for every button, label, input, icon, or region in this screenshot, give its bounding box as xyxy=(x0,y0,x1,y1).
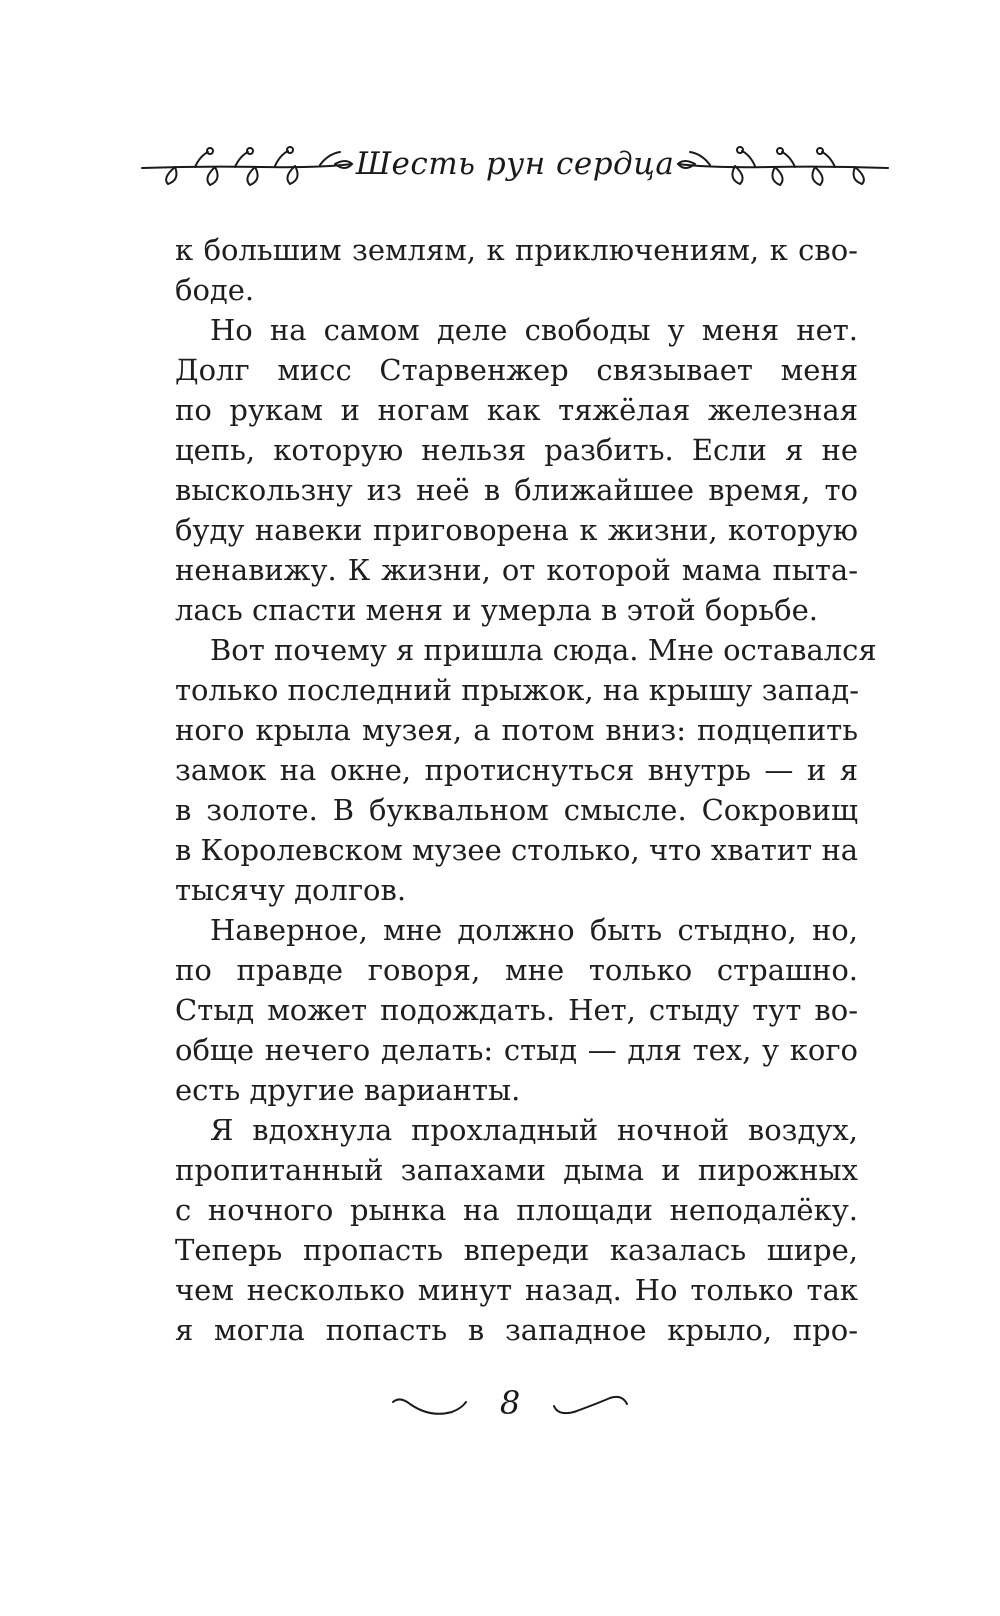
text-line: цепь, которую нельзя разбить. Если я не xyxy=(175,433,858,467)
text-line: только последний прыжок, на крышу запад- xyxy=(175,673,860,707)
paragraph xyxy=(175,630,877,910)
text-line: буду навеки приговорена к жизни, которую xyxy=(175,513,858,547)
body-text xyxy=(175,230,877,1350)
right-swash-ornament-icon xyxy=(550,1394,630,1418)
paragraph xyxy=(175,230,858,310)
text-line: Но на самом деле свободы у меня нет. xyxy=(210,313,858,347)
text-line: обще нечего делать: стыд — для тех, у кого xyxy=(175,1033,858,1067)
text-line: Долг мисс Старвенжер связывает меня xyxy=(175,353,858,387)
paragraph xyxy=(175,310,858,630)
text-line: по рукам и ногам как тяжёлая железная xyxy=(175,393,858,427)
paragraph xyxy=(175,1110,858,1350)
text-line: в Королевском музее столько, что хватит на xyxy=(175,833,859,867)
text-line: лась спасти меня и умерла в этой борьбе. xyxy=(175,593,818,627)
text-line: есть другие варианты. xyxy=(175,1073,521,1107)
text-line: выскользну из неё в ближайшее время, то xyxy=(175,473,858,507)
text-line: Теперь пропасть впереди казалась шире, xyxy=(175,1233,858,1267)
text-line: пропитанный запахами дыма и пирожных xyxy=(175,1153,858,1187)
page-footer xyxy=(390,1380,630,1430)
text-line: Наверное, мне должно быть стыдно, но, xyxy=(210,913,858,947)
text-line: ного крыла музея, а потом вниз: подцепить xyxy=(175,713,858,747)
text-line: замок на окне, протиснуться внутрь — и я xyxy=(175,753,858,787)
text-line: ненавижу. К жизни, от которой мама пыта- xyxy=(175,553,858,587)
right-vine-ornament-icon xyxy=(675,142,890,192)
text-line: тысячу долгов. xyxy=(175,873,407,907)
text-line: в золоте. В буквальном смысле. Сокровищ xyxy=(175,793,858,827)
text-line: боде. xyxy=(175,273,255,307)
text-line: по правде говоря, мне только страшно. xyxy=(175,953,858,987)
text-line: с ночного рынка на площади неподалёку. xyxy=(175,1193,858,1227)
text-line: Я вдохнула прохладный ночной воздух, xyxy=(210,1113,858,1147)
text-line: я могла попасть в западное крыло, про- xyxy=(175,1313,858,1347)
text-line: к большим землям, к приключениям, к сво- xyxy=(175,233,858,267)
running-header-title: Шесть рун сердца xyxy=(355,146,675,182)
text-line: Вот почему я пришла сюда. Мне оставался xyxy=(210,633,877,667)
paragraph xyxy=(175,910,858,1110)
text-line: чем несколько минут назад. Но только так xyxy=(175,1273,858,1307)
running-header xyxy=(140,134,890,204)
text-line: Стыд может подождать. Нет, стыду тут во- xyxy=(175,993,858,1027)
page-number: 8 xyxy=(499,1384,521,1422)
